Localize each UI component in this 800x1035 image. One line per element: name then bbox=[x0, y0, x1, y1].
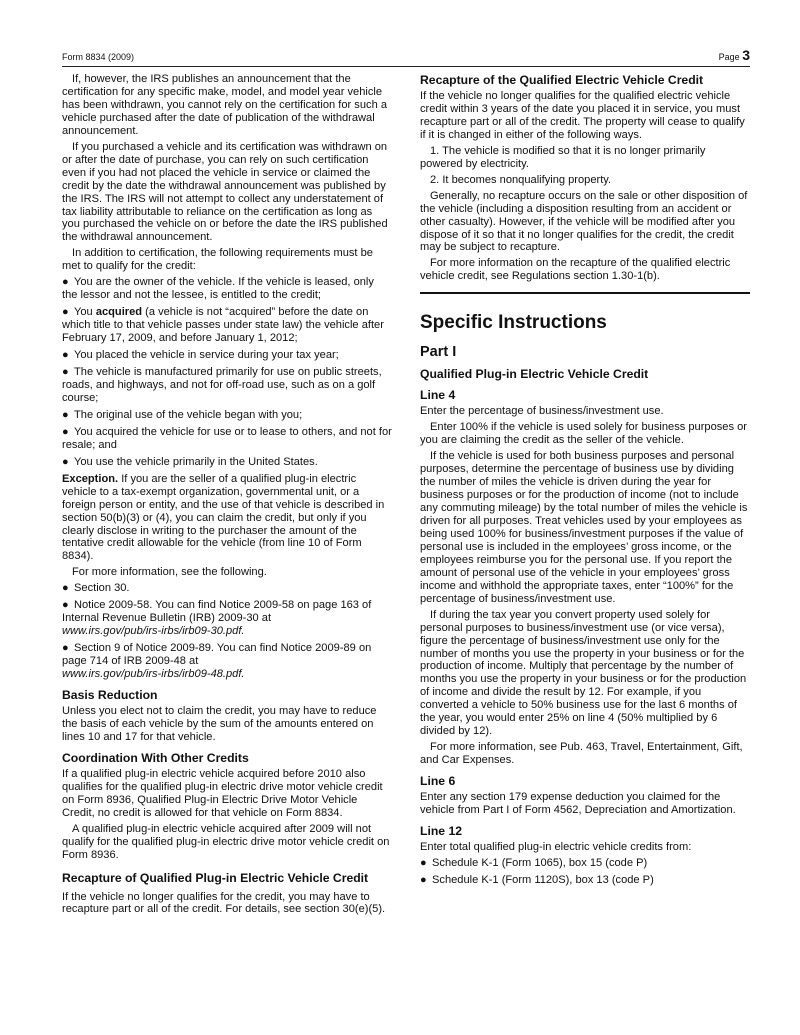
paragraph: Unless you elect not to claim the credit, you may have to reduce the basis of each vehicle by the sum of the amounts entered on lines 10 and 17 for that vehicle. bbox=[62, 704, 377, 743]
requirement-text: You use the vehicle primarily in the United States. bbox=[74, 455, 318, 468]
requirement-text: The original use of the vehicle began with you; bbox=[74, 408, 303, 421]
section-heading: Coordination With Other Credits bbox=[62, 750, 249, 765]
bullet-icon: ● bbox=[62, 349, 69, 362]
requirement-item bbox=[62, 276, 392, 302]
bullet-icon: ● bbox=[62, 642, 69, 655]
paragraph: Enter total qualified plug-in electric vehicle credits from: bbox=[420, 840, 692, 853]
paragraph: For more information, see the following. bbox=[72, 566, 267, 579]
reference-item bbox=[62, 582, 392, 595]
recapture-box bbox=[420, 73, 750, 294]
page-indicator bbox=[719, 47, 750, 63]
reference-item bbox=[62, 642, 392, 681]
bullet-icon: ● bbox=[62, 582, 69, 595]
reference-link[interactable]: www.irs.gov/pub/irs-irbs/irb09-30.pdf. bbox=[62, 625, 245, 638]
exception-label: Exception. bbox=[62, 472, 119, 485]
reference-link[interactable]: www.irs.gov/pub/irs-irbs/irb09-48.pdf. bbox=[62, 668, 245, 681]
requirement-item bbox=[62, 366, 392, 405]
form-label: Form 8834 (2009) bbox=[62, 52, 135, 62]
specific-instructions-title: Specific Instructions bbox=[420, 312, 607, 334]
requirement-item bbox=[62, 409, 392, 422]
list-item-text: Schedule K-1 (Form 1120S), box 13 (code P) bbox=[432, 873, 654, 886]
bullet-icon: ● bbox=[62, 455, 69, 468]
paragraph: If you purchased a vehicle and its certification was withdrawn on or after the date of purchase, you can rely on such certification even if you had not placed the vehicle in service or claimed the credit by the date the withdrawal announcement was published by the IRS. The IRS will not attempt to collect any understatement of tax liability attributable to reliance on the certification as long as you purchased the vehicle on or before the date the IRS published the withdrawal announcement. bbox=[62, 140, 388, 244]
paragraph: 2. It becomes nonqualifying property. bbox=[430, 173, 612, 186]
requirement-item bbox=[62, 349, 392, 362]
bullet-icon: ● bbox=[62, 599, 69, 612]
exception-text: If you are the seller of a qualified plug-in electric vehicle to a tax-exempt organization, governmental unit, or a foreign person or entity, and the use of that vehicle is described in section 50(b)(3) or (4), you can claim the credit, but only if you clearly disclose in writing to the purchaser the amount of the tentative credit allowable for the vehicle (from line 10 of Form 8834). bbox=[62, 472, 385, 563]
requirement-bold-term: acquired bbox=[95, 306, 143, 319]
line-heading: Line 6 bbox=[420, 774, 456, 789]
requirement-text: You bbox=[74, 306, 96, 319]
paragraph: If a qualified plug-in electric vehicle acquired before 2010 also qualifies for the qualified plug-in electric drive motor vehicle credit on Form 8936, Qualified Plug-in Electric Drive Motor Vehicle Credit, no credit is allowed for that vehicle on Form 8834. bbox=[62, 767, 383, 819]
reference-text: Section 30. bbox=[74, 582, 130, 595]
section-heading: Qualified Plug-in Electric Vehicle Credit bbox=[420, 367, 649, 382]
paragraph: Enter 100% if the vehicle is used solely for business purposes or you are claiming the credit as the seller of the vehicle. bbox=[420, 421, 747, 447]
bullet-icon: ● bbox=[420, 873, 427, 886]
line-heading: Line 4 bbox=[420, 388, 456, 403]
left-column bbox=[62, 73, 392, 919]
paragraph: If the vehicle no longer qualifies for the credit, you may have to recapture part or all of the credit. For details, see section 30(e)(5). bbox=[62, 890, 386, 916]
section-heading: Basis Reduction bbox=[62, 687, 158, 702]
paragraph: Generally, no recapture occurs on the sale or other disposition of the vehicle (including a disposition resulting from an accident or other casualty). However, if the vehicle will be modified after you dispose of it so that it no longer qualifies for the credit, the credit may be subject to recapture. bbox=[420, 189, 748, 254]
bullet-icon: ● bbox=[62, 408, 69, 421]
requirement-text: (a vehicle is not “acquired” before the date on which title to that vehicle passes under state law) the vehicle after February 17, 2009, and before January 1, 2012; bbox=[62, 306, 384, 345]
page-word: Page bbox=[718, 52, 740, 62]
bullet-icon: ● bbox=[62, 425, 69, 438]
bullet-icon: ● bbox=[62, 366, 69, 379]
list-item bbox=[420, 874, 750, 887]
bullet-icon: ● bbox=[62, 276, 69, 289]
section-heading: Recapture of the Qualified Electric Vehicle Credit bbox=[420, 73, 704, 87]
paragraph: For more information, see Pub. 463, Travel, Entertainment, Gift, and Car Expenses. bbox=[420, 741, 743, 767]
paragraph: If the vehicle no longer qualifies for the qualified electric vehicle credit within 3 years of the date you placed it in service, you must recapture part or all of the credit. The property will cease to qualify if it is changed in either of the following ways. bbox=[420, 90, 745, 141]
section-heading: Recapture of Qualified Plug-in Electric Vehicle Credit bbox=[62, 870, 369, 885]
paragraph: A qualified plug-in electric vehicle acquired after 2009 will not qualify for the qualified plug-in electric drive motor vehicle credit on Form 8936. bbox=[62, 822, 390, 861]
reference-text: Notice 2009-58. You can find Notice 2009-58 on page 163 of Internal Revenue Bulletin (IRB) 2009-30 at bbox=[62, 599, 372, 625]
requirement-text: You acquired the vehicle for use or to lease to others, and not for resale; and bbox=[62, 425, 392, 451]
paragraph: 1. The vehicle is modified so that it is no longer primarily powered by electricity. bbox=[420, 144, 706, 170]
paragraph: If, however, the IRS publishes an announcement that the certification for any specific make, model, and model year vehicle has been withdrawn, you cannot rely on the certification for such a vehicle purchased after the date of publication of the withdrawal announcement. bbox=[62, 73, 387, 137]
exception-paragraph bbox=[62, 473, 392, 564]
line-heading: Line 12 bbox=[420, 823, 462, 838]
requirement-item bbox=[62, 306, 392, 345]
paragraph: For more information on the recapture of the qualified electric vehicle credit, see Regulations section 1.30-1(b). bbox=[420, 257, 731, 283]
requirement-text: The vehicle is manufactured primarily for use on public streets, roads, and highways, and not for off-road use, such as on a golf course; bbox=[62, 366, 382, 404]
requirement-item bbox=[62, 456, 392, 469]
list-item-text: Schedule K-1 (Form 1065), box 15 (code P) bbox=[432, 856, 648, 869]
requirement-item bbox=[62, 426, 392, 452]
bullet-icon: ● bbox=[62, 306, 69, 319]
paragraph: In addition to certification, the following requirements must be met to qualify for the credit: bbox=[62, 247, 373, 273]
requirement-text: You placed the vehicle in service during your tax year; bbox=[74, 349, 339, 362]
page-number: 3 bbox=[742, 47, 750, 63]
part-heading: Part I bbox=[420, 344, 457, 361]
paragraph: Enter any section 179 expense deduction you claimed for the vehicle from Part I of Form 4562, Depreciation and Amortization. bbox=[420, 791, 736, 817]
reference-item bbox=[62, 599, 392, 638]
page-header bbox=[62, 46, 750, 67]
list-item bbox=[420, 857, 750, 870]
paragraph: Enter the percentage of business/investment use. bbox=[420, 405, 664, 418]
paragraph: If the vehicle is used for both business purposes and personal purposes, determine the percentage of business use by dividing the number of miles the vehicle is driven during the year for business purposes or for the production of income (not to include any commuting mileage) by the total number of miles the vehicle is driven for all purposes. Treat vehicles used by your employees as being used 100% for business/investment purposes if the value of personal use is included in the employees’ gross income, or the employees reimburse you for the personal use. If you report the amount of personal use of the vehicle in your employees’ gross income and withhold the appropriate taxes, enter “100%” for the percentage of business/investment use. bbox=[420, 450, 748, 605]
right-column bbox=[420, 73, 750, 891]
bullet-icon: ● bbox=[420, 856, 427, 869]
paragraph: If during the tax year you convert property used solely for personal purposes to business/investment use (or vice versa), figure the percentage of business/investment use only for the number of months you use the property in your business or for the production of income. Multiply that percentage by the number of months you use the property in your business or for the production of income and divide the result by 12. For example, if you converted a vehicle to 50% business use for the last 6 months of the year, you would enter 25% on line 4 (50% multiplied by 6 divided by 12). bbox=[420, 608, 747, 738]
reference-text: Section 9 of Notice 2009-89. You can find Notice 2009-89 on page 714 of IRB 2009-48 at bbox=[62, 642, 372, 668]
requirement-text: You are the owner of the vehicle. If the vehicle is leased, only the lessor and not the lessee, is entitled to the credit; bbox=[62, 276, 374, 302]
